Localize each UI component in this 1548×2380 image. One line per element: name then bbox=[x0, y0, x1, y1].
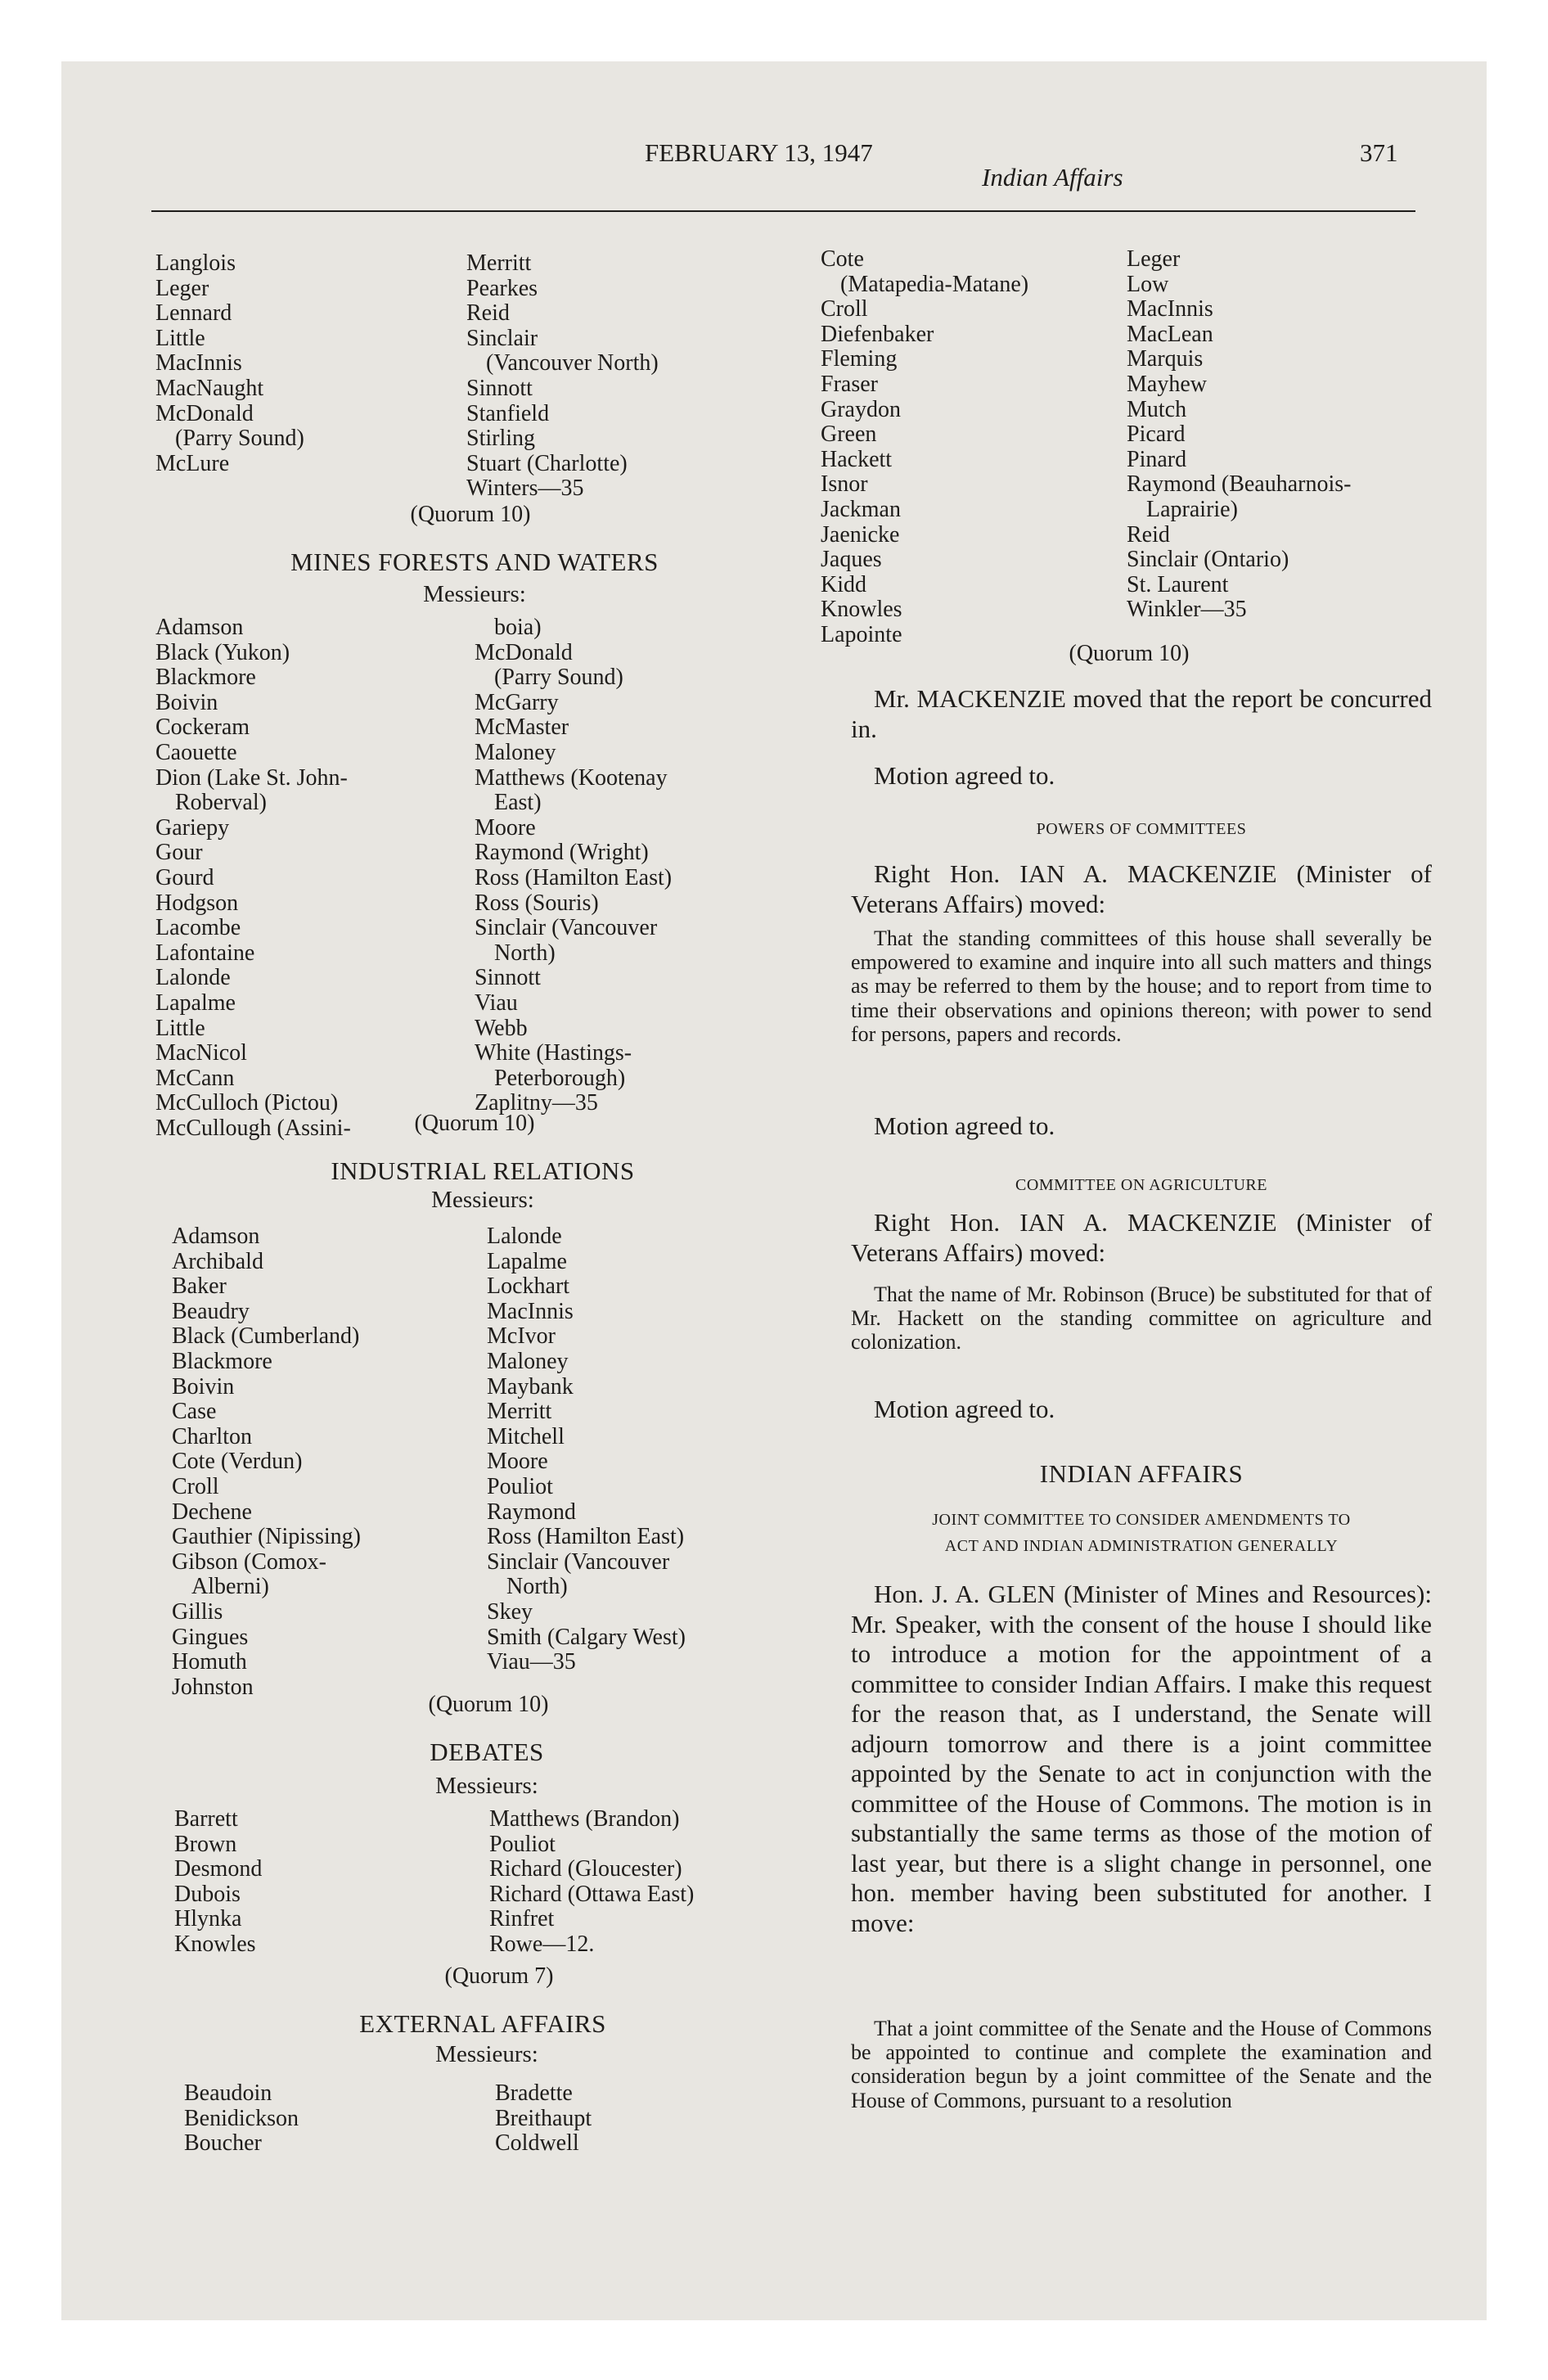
member-name: Ross (Hamilton East) bbox=[487, 1524, 685, 1550]
member-name: Baker bbox=[172, 1273, 227, 1300]
member-name: Hlynka bbox=[174, 1906, 242, 1932]
member-name: Dubois bbox=[174, 1881, 241, 1907]
member-name: Caouette bbox=[155, 739, 237, 765]
section-title-debates: DEBATES bbox=[430, 1738, 544, 1766]
member-name: Black (Cumberland) bbox=[172, 1323, 360, 1350]
member-name: Boivin bbox=[155, 689, 218, 715]
member-name: Benidickson bbox=[184, 2105, 299, 2131]
member-name: Pearkes bbox=[466, 275, 538, 301]
member-name: Gariepy bbox=[155, 814, 230, 841]
member-name: Kidd bbox=[821, 571, 866, 597]
member-name: East) bbox=[494, 790, 542, 816]
member-name: Smith (Calgary West) bbox=[487, 1624, 686, 1650]
member-name: Breithaupt bbox=[495, 2105, 592, 2131]
member-name: Fraser bbox=[821, 371, 878, 397]
member-name: Lalonde bbox=[487, 1224, 562, 1249]
mackenzie-motion-1: Right Hon. IAN A. MACKENZIE (Minister of Veterans Affairs) moved: bbox=[851, 859, 1432, 918]
heading-committee-on-agriculture: COMMITTEE ON AGRICULTURE bbox=[1015, 1176, 1267, 1194]
member-name: Webb bbox=[475, 1015, 528, 1041]
member-name: Adamson bbox=[172, 1224, 260, 1249]
member-name: Boivin bbox=[172, 1373, 235, 1400]
member-name: Pouliot bbox=[489, 1831, 556, 1857]
member-name: Sinnott bbox=[475, 965, 541, 991]
member-name: Cockeram bbox=[155, 714, 250, 741]
member-name: McCullough (Assini- bbox=[155, 1115, 351, 1141]
member-name: MacInnis bbox=[155, 350, 242, 376]
external-col2 bbox=[495, 2081, 740, 2157]
member-name: McDonald bbox=[475, 639, 573, 665]
member-name: MacNicol bbox=[155, 1040, 247, 1066]
member-name: McCann bbox=[155, 1065, 235, 1091]
member-name: Gingues bbox=[172, 1624, 249, 1650]
section-title-industrial: INDUSTRIAL RELATIONS bbox=[331, 1156, 635, 1185]
member-name: Gillis bbox=[172, 1598, 223, 1625]
member-name: Mitchell bbox=[487, 1423, 565, 1449]
right-list-col1 bbox=[821, 247, 1107, 648]
member-name: Picard bbox=[1127, 421, 1186, 448]
member-name: MacLean bbox=[1127, 321, 1213, 347]
member-name: Jackman bbox=[821, 496, 901, 522]
member-name: Pouliot bbox=[487, 1473, 553, 1499]
member-name: Lacombe bbox=[155, 915, 241, 941]
member-name: Raymond (Beauharnois- bbox=[1127, 471, 1352, 498]
member-name: Hodgson bbox=[155, 890, 239, 916]
member-name: Jaques bbox=[821, 547, 882, 573]
member-name: Moore bbox=[475, 814, 536, 841]
header-rule bbox=[151, 210, 1415, 212]
member-name: Winkler—35 bbox=[1127, 597, 1247, 623]
member-name: McIvor bbox=[487, 1323, 556, 1350]
member-name: Cote bbox=[821, 246, 864, 272]
member-name: Reid bbox=[466, 300, 510, 327]
member-name: McLure bbox=[155, 450, 230, 476]
member-name: Fleming bbox=[821, 346, 898, 372]
quorum-label: (Quorum 10) bbox=[428, 1692, 549, 1717]
member-name: Croll bbox=[821, 296, 868, 322]
member-name: Desmond bbox=[174, 1856, 263, 1882]
member-name: Knowles bbox=[821, 597, 902, 623]
member-name: Rowe—12. bbox=[489, 1931, 595, 1957]
member-name: MacInnis bbox=[1127, 296, 1213, 322]
member-name: Winters—35 bbox=[466, 476, 584, 502]
member-name: Sinclair (Ontario) bbox=[1127, 547, 1289, 573]
member-name: Marquis bbox=[1127, 346, 1204, 372]
external-col1 bbox=[184, 2081, 430, 2157]
member-name: Raymond (Wright) bbox=[475, 840, 649, 866]
member-name: Diefenbaker bbox=[821, 321, 934, 347]
subheading-joint-committee-2: ACT AND INDIAN ADMINISTRATION GENERALLY bbox=[944, 1537, 1339, 1555]
agriculture-substitution-resolution: That the name of Mr. Robinson (Bruce) be substituted for that of Mr. Hackett on the standing committee on agriculture and colonization. bbox=[851, 1282, 1432, 1355]
glen-speech-paragraph: Hon. J. A. GLEN (Minister of Mines and Resources): Mr. Speaker, with the consent of the house I should like to introduce a motion for the appointment of a committee to consider Indian Affairs. I make this request for the reason that, as I understand, the Senate will adjourn tomorrow and there is a joint committee appointed by the Senate to act in conjunction with the committee of the House of Commons. The motion is in substantially the same terms as those of the motion of last year, but there is a slight change in personnel, one hon. member having been substituted for another. I move: bbox=[851, 1580, 1432, 1937]
member-name: North) bbox=[494, 940, 556, 966]
member-name: Matthews (Brandon) bbox=[489, 1806, 680, 1832]
right-list-col2 bbox=[1127, 247, 1454, 623]
top-list-col1 bbox=[155, 251, 425, 476]
member-name: Lalonde bbox=[155, 965, 231, 991]
member-name: Maloney bbox=[487, 1348, 569, 1374]
member-name: Skey bbox=[487, 1598, 533, 1625]
member-name: Maloney bbox=[475, 739, 556, 765]
member-name: Zaplitny—35 bbox=[475, 1090, 598, 1116]
member-name: McDonald bbox=[155, 400, 254, 426]
member-name: Cote (Verdun) bbox=[172, 1449, 303, 1475]
debates-col2 bbox=[489, 1807, 817, 1958]
report-concurred-paragraph: Mr. MACKENZIE moved that the report be concurred in. bbox=[851, 684, 1432, 743]
member-name: Green bbox=[821, 421, 877, 448]
member-name: (Parry Sound) bbox=[494, 665, 623, 691]
member-name: Sinclair (Vancouver bbox=[475, 915, 658, 941]
member-name: North) bbox=[506, 1574, 568, 1600]
member-name: Merritt bbox=[487, 1399, 552, 1425]
quorum-label: (Quorum 10) bbox=[410, 502, 531, 527]
member-name: Raymond bbox=[487, 1499, 576, 1525]
member-name: Lapalme bbox=[487, 1248, 567, 1274]
member-name: Sinnott bbox=[466, 375, 533, 401]
quorum-label: (Quorum 7) bbox=[444, 1963, 554, 1989]
member-name: Roberval) bbox=[175, 790, 267, 816]
member-name: Blackmore bbox=[155, 665, 256, 691]
member-name: Jaenicke bbox=[821, 521, 900, 548]
member-name: Charlton bbox=[172, 1423, 252, 1449]
member-name: Alberni) bbox=[191, 1574, 269, 1600]
messieurs-label: Messieurs: bbox=[435, 2041, 538, 2067]
debates-col1 bbox=[174, 1807, 420, 1958]
industrial-col1 bbox=[172, 1224, 483, 1700]
member-name: Stanfield bbox=[466, 400, 550, 426]
member-name: boia) bbox=[494, 615, 542, 640]
member-name: Peterborough) bbox=[494, 1065, 626, 1091]
page-number: 371 bbox=[1360, 138, 1398, 167]
member-name: Adamson bbox=[155, 615, 244, 640]
heading-indian-affairs: INDIAN AFFAIRS bbox=[1039, 1459, 1244, 1488]
member-name: Pinard bbox=[1127, 446, 1187, 472]
messieurs-label: Messieurs: bbox=[435, 1773, 538, 1799]
member-name: Barrett bbox=[174, 1806, 238, 1832]
member-name: McCulloch (Pictou) bbox=[155, 1090, 339, 1116]
member-name: Leger bbox=[155, 275, 209, 301]
member-name: Bradette bbox=[495, 2080, 573, 2106]
member-name: Merritt bbox=[466, 250, 532, 276]
member-name: Ross (Hamilton East) bbox=[475, 864, 673, 890]
quorum-label: (Quorum 10) bbox=[1069, 641, 1190, 666]
member-name: Lockhart bbox=[487, 1273, 570, 1300]
messieurs-label: Messieurs: bbox=[423, 581, 526, 607]
member-name: Richard (Gloucester) bbox=[489, 1856, 682, 1882]
member-name: McGarry bbox=[475, 689, 559, 715]
member-name: Little bbox=[155, 325, 205, 351]
member-name: (Parry Sound) bbox=[175, 426, 304, 452]
member-name: Viau bbox=[475, 989, 518, 1016]
member-name: Johnston bbox=[172, 1674, 254, 1700]
member-name: Mayhew bbox=[1127, 371, 1207, 397]
member-name: St. Laurent bbox=[1127, 571, 1229, 597]
member-name: Stuart (Charlotte) bbox=[466, 450, 628, 476]
member-name: Viau—35 bbox=[487, 1649, 576, 1675]
member-name: Sinclair (Vancouver bbox=[487, 1548, 670, 1575]
member-name: Lennard bbox=[155, 300, 232, 327]
standing-committees-resolution: That the standing committees of this house shall severally be empowered to examine and inquire into all such matters and things as may be referred to them by the house; and to report from time to time their observations and opinions thereon; with power to send for persons, papers and records. bbox=[851, 926, 1432, 1046]
member-name: Lafontaine bbox=[155, 940, 255, 966]
header-date: FEBRUARY 13, 1947 bbox=[645, 138, 873, 167]
member-name: Little bbox=[155, 1015, 205, 1041]
member-name: Gourd bbox=[155, 864, 214, 890]
member-name: Beaudry bbox=[172, 1298, 250, 1324]
header-section: Indian Affairs bbox=[982, 163, 1123, 192]
mines-col2 bbox=[475, 615, 802, 1116]
member-name: Boucher bbox=[184, 2130, 262, 2157]
member-name: MacInnis bbox=[487, 1298, 574, 1324]
member-name: Blackmore bbox=[172, 1348, 272, 1374]
member-name: Dechene bbox=[172, 1499, 252, 1525]
member-name: Homuth bbox=[172, 1649, 247, 1675]
motion-agreed: Motion agreed to. bbox=[874, 1111, 1055, 1140]
member-name: Mutch bbox=[1127, 396, 1187, 422]
member-name: Gibson (Comox- bbox=[172, 1548, 326, 1575]
top-list-col2 bbox=[466, 251, 794, 502]
member-name: Laprairie) bbox=[1146, 496, 1238, 522]
member-name: Dion (Lake St. John- bbox=[155, 764, 348, 791]
member-name: Coldwell bbox=[495, 2130, 579, 2157]
quorum-label: (Quorum 10) bbox=[414, 1111, 535, 1136]
joint-committee-resolution: That a joint committee of the Senate and the House of Commons be appointed to continue and complete the examination and consideration begun by a joint committee of the Senate and the House of Commons, pursuant to a resolution bbox=[851, 2017, 1432, 2112]
heading-powers-of-committees: POWERS OF COMMITTEES bbox=[1036, 820, 1247, 838]
section-title-external: EXTERNAL AFFAIRS bbox=[359, 2009, 606, 2038]
member-name: McMaster bbox=[475, 714, 569, 741]
member-name: Leger bbox=[1127, 246, 1181, 272]
section-title-mines: MINES FORESTS AND WATERS bbox=[290, 548, 659, 576]
messieurs-label: Messieurs: bbox=[431, 1187, 534, 1213]
motion-agreed: Motion agreed to. bbox=[874, 1395, 1055, 1423]
member-name: Moore bbox=[487, 1449, 548, 1475]
member-name: (Vancouver North) bbox=[486, 350, 659, 376]
member-name: White (Hastings- bbox=[475, 1040, 632, 1066]
member-name: Case bbox=[172, 1399, 217, 1425]
member-name: Richard (Ottawa East) bbox=[489, 1881, 695, 1907]
member-name: Langlois bbox=[155, 250, 236, 276]
member-name: Stirling bbox=[466, 426, 536, 452]
member-name: Rinfret bbox=[489, 1906, 555, 1932]
member-name: Croll bbox=[172, 1473, 219, 1499]
member-name: Sinclair bbox=[466, 325, 538, 351]
member-name: MacNaught bbox=[155, 375, 264, 401]
member-name: Brown bbox=[174, 1831, 237, 1857]
member-name: Maybank bbox=[487, 1373, 574, 1400]
member-name: Beaudoin bbox=[184, 2080, 272, 2106]
industrial-col2 bbox=[487, 1224, 814, 1675]
member-name: Gour bbox=[155, 840, 203, 866]
member-name: Low bbox=[1127, 271, 1169, 297]
member-name: Hackett bbox=[821, 446, 893, 472]
subheading-joint-committee-1: JOINT COMMITTEE TO CONSIDER AMENDMENTS TO bbox=[932, 1511, 1351, 1529]
member-name: (Matapedia-Matane) bbox=[840, 271, 1029, 297]
member-name: Black (Yukon) bbox=[155, 639, 290, 665]
member-name: Matthews (Kootenay bbox=[475, 764, 668, 791]
member-name: Archibald bbox=[172, 1248, 263, 1274]
mines-col1 bbox=[155, 615, 466, 1141]
member-name: Reid bbox=[1127, 521, 1170, 548]
member-name: Graydon bbox=[821, 396, 901, 422]
member-name: Knowles bbox=[174, 1931, 256, 1957]
mackenzie-motion-2: Right Hon. IAN A. MACKENZIE (Minister of Veterans Affairs) moved: bbox=[851, 1208, 1432, 1267]
member-name: Isnor bbox=[821, 471, 868, 498]
member-name: Ross (Souris) bbox=[475, 890, 599, 916]
motion-agreed: Motion agreed to. bbox=[874, 761, 1055, 790]
member-name: Lapalme bbox=[155, 989, 236, 1016]
member-name: Gauthier (Nipissing) bbox=[172, 1524, 361, 1550]
member-name: Lapointe bbox=[821, 621, 902, 647]
